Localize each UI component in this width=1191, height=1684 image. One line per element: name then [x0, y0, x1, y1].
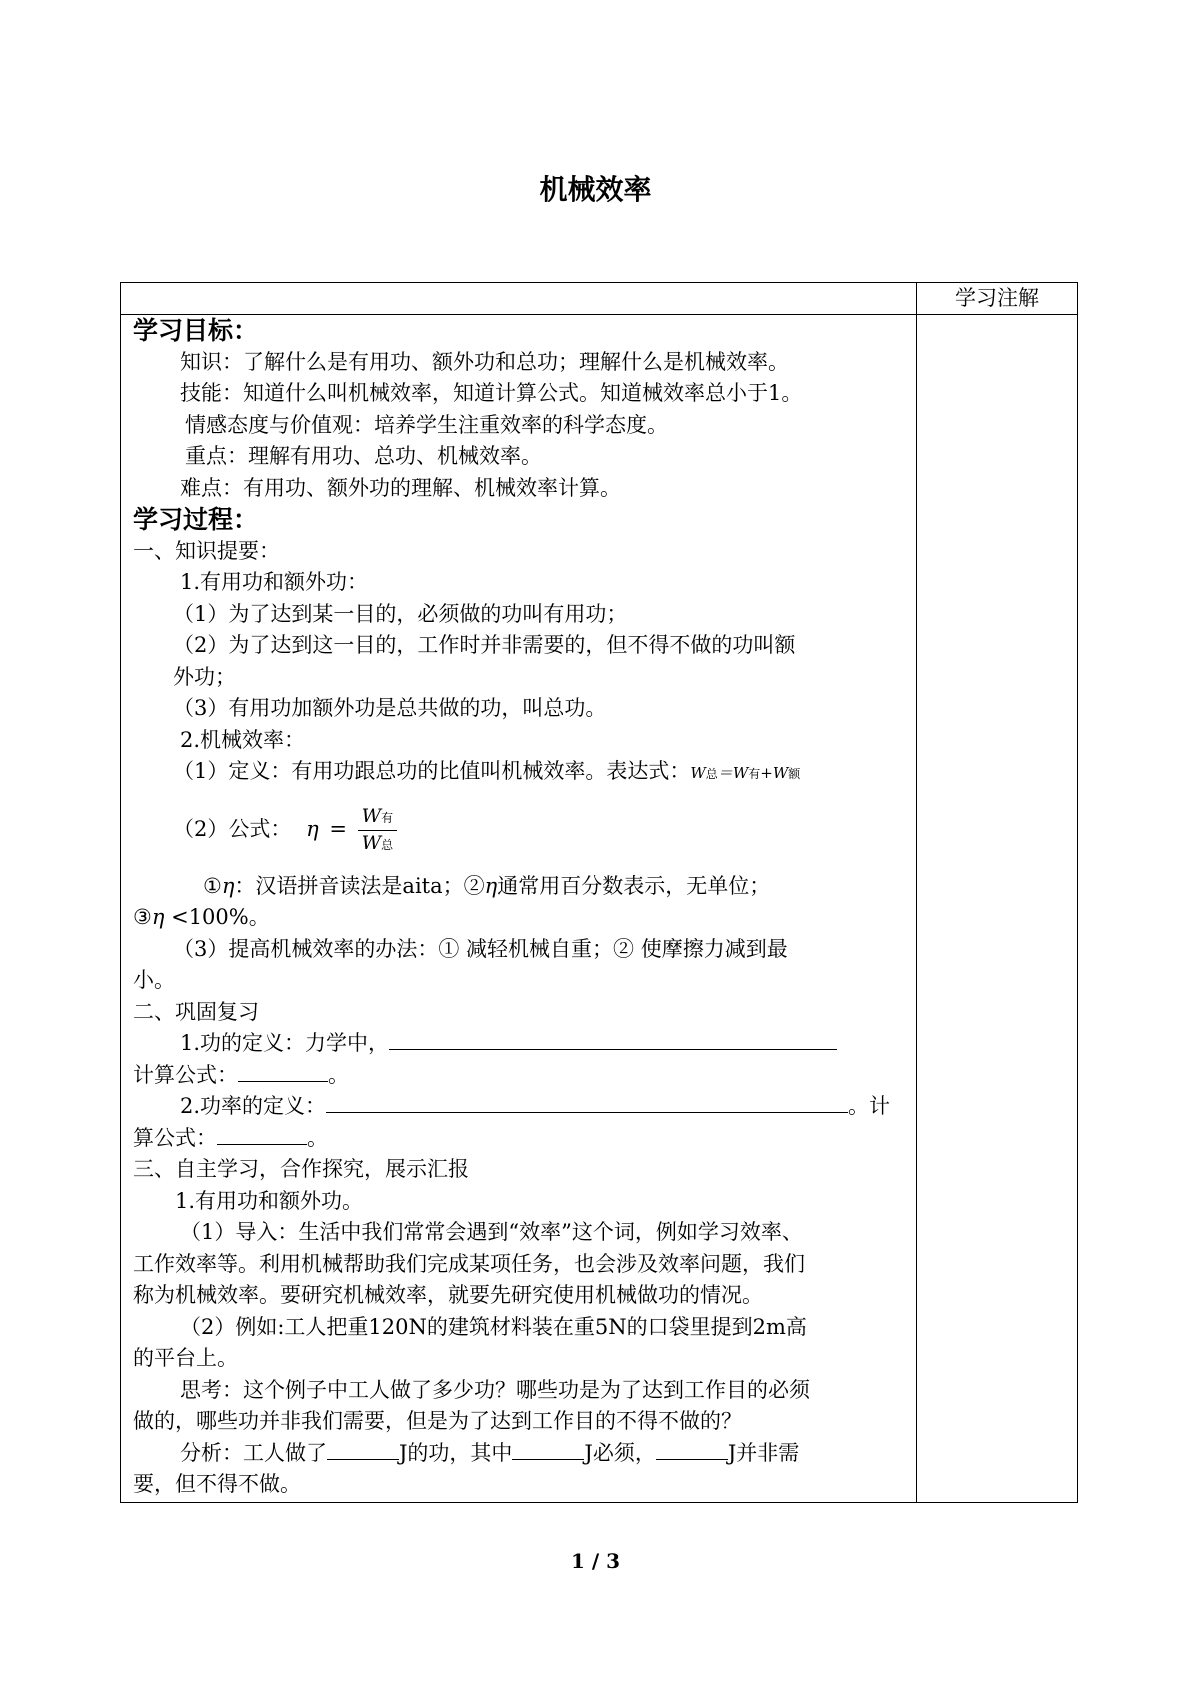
- section-1-1b-cont: 外功；: [173, 664, 236, 689]
- goal-knowledge: 知识：了解什么是有用功、额外功和总功；理解什么是机械效率。: [180, 349, 789, 374]
- analysis-line-2: 要，但不得不做。: [133, 1472, 301, 1496]
- formula-label: （2）公式：: [173, 816, 292, 841]
- power-definition: 2.功率的定义： 。计: [180, 1094, 891, 1118]
- section-1-2a: [133, 756, 908, 791]
- work-formula-blank[interactable]: [238, 1061, 328, 1082]
- section-2-heading: 二、巩固复习: [133, 999, 259, 1024]
- expression-formula: W总＝W有+W额: [690, 764, 801, 782]
- intro-line-3: 称为机械效率。要研究机械效率，就要先研究使用机械做功的情况。: [133, 1283, 763, 1307]
- page-title: 机械效率: [539, 173, 652, 206]
- column-divider: [916, 283, 917, 1502]
- intro-line-2: 工作效率等。利用机械帮助我们完成某项任务，也会涉及效率问题，我们: [133, 1251, 805, 1276]
- section-1-1b: （2）为了达到这一目的，工作时并非需要的，但不得不做的功叫额: [173, 633, 796, 657]
- section-1-1c: （3）有用功加额外功是总共做的功，叫总功。: [173, 696, 607, 720]
- goals-heading: 学习目标：: [133, 316, 259, 345]
- section-3-1: 1.有用功和额外功。: [175, 1188, 364, 1213]
- work-definition: 1.功的定义：力学中，: [133, 1028, 908, 1060]
- section-1-1: 1.有用功和额外功：: [180, 570, 369, 594]
- power-formula-blank[interactable]: [217, 1124, 307, 1145]
- eta-note-line-2: ③η <100%。: [133, 905, 270, 929]
- power-definition-blank[interactable]: [326, 1092, 848, 1113]
- notes-column-header: 学习注解: [955, 286, 1039, 310]
- section-1-2: 2.机械效率：: [180, 727, 306, 752]
- analysis-line-1: 分析：工人做了 J的功，其中 J必须， J并非需: [180, 1440, 800, 1465]
- example-line-1: （2）例如:工人把重120N的建筑材料装在重5N的口袋里提到2m高: [180, 1314, 807, 1339]
- extra-work-blank[interactable]: [656, 1439, 728, 1460]
- work-definition-blank[interactable]: [389, 1029, 837, 1050]
- main-content: [133, 315, 908, 1501]
- efficiency-fraction: $\frac{\text{W有}}{\text{W总}}$: [358, 804, 398, 857]
- think-line-2: 做的，哪些功并非我们需要，但是为了达到工作目的不得不做的？: [133, 1409, 742, 1433]
- process-heading: 学习过程：: [133, 505, 259, 534]
- think-line-1: 思考：这个例子中工人做了多少功？哪些功是为了达到工作目的必须: [180, 1377, 810, 1402]
- goal-attitude: 情感态度与价值观：培养学生注重效率的科学态度。: [185, 412, 668, 437]
- eta-symbol: η: [306, 816, 319, 841]
- content-table: [120, 282, 1078, 1503]
- goal-key-point: 重点：理解有用功、总功、机械效率。: [185, 444, 542, 468]
- power-formula: 算公式： 。: [133, 1125, 328, 1150]
- section-1-2c-cont: 小。: [133, 968, 175, 992]
- work-formula: 计算公式： 。: [133, 1062, 349, 1087]
- useful-work-blank[interactable]: [512, 1439, 584, 1460]
- total-work-blank[interactable]: [327, 1439, 399, 1460]
- section-1-2c: （3）提高机械效率的办法：① 减轻机械自重；② 使摩擦力减到最: [173, 936, 788, 961]
- example-line-2: 的平台上。: [133, 1346, 238, 1370]
- eta-note-line-1: ①η：汉语拼音读法是aita；②η通常用百分数表示，无单位；: [203, 873, 771, 898]
- goal-difficulty: 难点：有用功、额外功的理解、机械效率计算。: [180, 475, 621, 500]
- page-number: 1 / 3: [570, 1549, 621, 1573]
- section-3-heading: 三、自主学习，合作探究，展示汇报: [133, 1157, 469, 1181]
- section-1-1a: （1）为了达到某一目的，必须做的功叫有用功；: [173, 601, 628, 626]
- goal-skill: 技能：知道什么叫机械效率，知道计算公式。知道械效率总小于1。: [180, 381, 803, 405]
- formula-equals: =: [329, 816, 347, 841]
- section-1-2b: [133, 791, 908, 863]
- intro-line-1: （1）导入：生活中我们常常会遇到“效率”这个词，例如学习效率、: [180, 1220, 803, 1244]
- section-1-heading: 一、知识提要：: [133, 538, 280, 563]
- definition-text: （1）定义：有用功跟总功的比值叫机械效率。表达式：: [173, 759, 691, 783]
